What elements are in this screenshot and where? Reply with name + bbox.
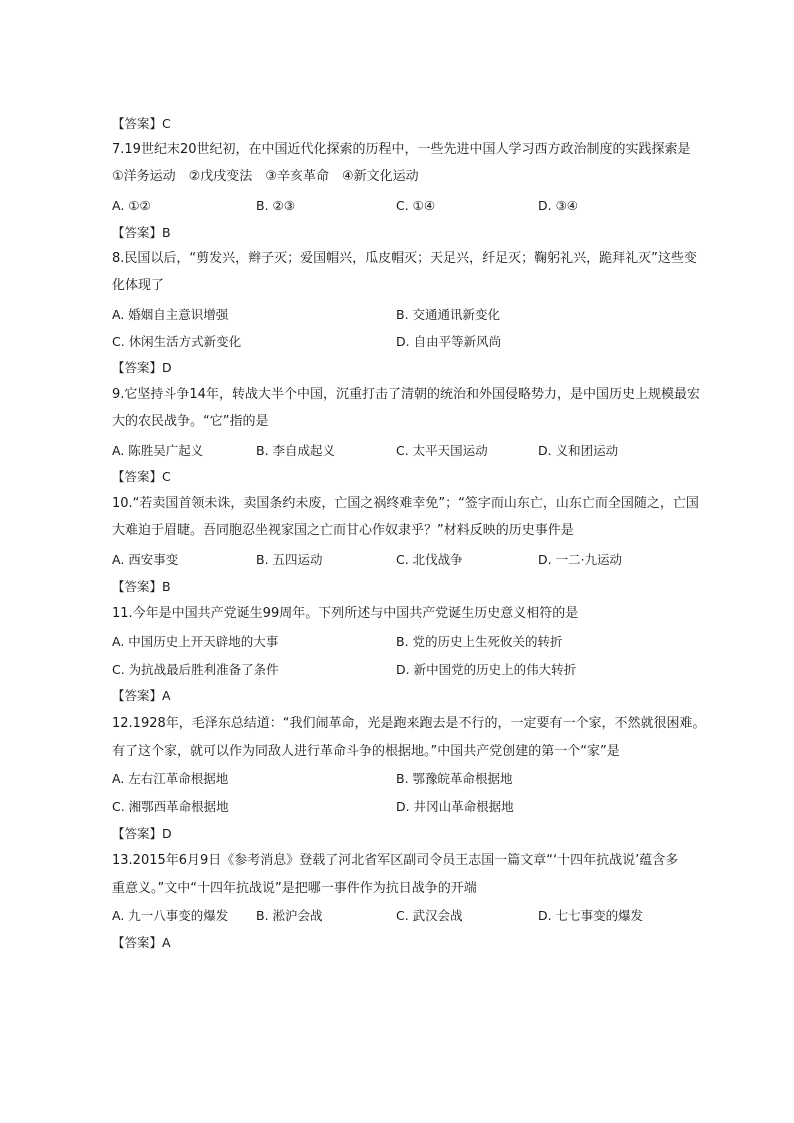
answer-10: 【答案】B [112, 579, 171, 594]
q13-option-c: C. 武汉会战 [396, 908, 463, 923]
q12-option-b: B. 鄂豫皖革命根据地 [396, 771, 513, 786]
question-9-stem-cont: 大的农民战争。“它”指的是 [112, 414, 269, 429]
q8-option-a: A. 婚姻自主意识增强 [112, 307, 229, 322]
answer-11: 【答案】A [112, 688, 171, 703]
answer-6: 【答案】C [112, 116, 171, 131]
question-12-stem-cont: 有了这个家，就可以作为同敌人进行革命斗争的根据地。”中国共产党创建的第一个“家”是 [112, 744, 620, 759]
question-9-stem: 9.它坚持斗争14年，转战大半个中国，沉重打击了清朝的统治和外国侵略势力，是中国历史上规模最宏 [112, 387, 700, 402]
q8-option-c: C. 休闲生活方式新变化 [112, 334, 242, 349]
q9-option-b: B. 李自成起义 [256, 443, 336, 458]
q8-option-b: B. 交通通讯新变化 [396, 307, 501, 322]
q8-option-d: D. 自由平等新风尚 [396, 334, 502, 349]
q11-option-a: A. 中国历史上开天辟地的大事 [112, 634, 279, 649]
q12-option-a: A. 左右江革命根据地 [112, 771, 229, 786]
q11-option-c: C. 为抗战最后胜利准备了条件 [112, 662, 279, 677]
question-10-stem-cont: 大难迫于眉睫。吾同胞忍坐视家国之亡而甘心作奴隶乎？”材料反映的历史事件是 [112, 523, 574, 538]
q11-option-b: B. 党的历史上生死攸关的转折 [396, 634, 563, 649]
question-12-stem: 12.1928年，毛泽东总结道：“我们闹革命，光是跑来跑去是不行的，一定要有一个家，不然就很困难。 [112, 716, 706, 731]
answer-7: 【答案】B [112, 225, 171, 240]
q10-option-a: A. 西安事变 [112, 552, 179, 567]
question-7-items: ①洋务运动 ②戊戌变法 ③辛亥革命 ④新文化运动 [112, 169, 419, 184]
question-13-stem: 13.2015年6月9日《参考消息》登载了河北省军区副司令员王志国一篇文章“‘十四年抗战说’蕴含多 [112, 853, 679, 868]
q7-option-c: C. ①④ [396, 198, 436, 213]
question-7-stem: 7.19世纪末20世纪初，在中国近代化探索的历程中，一些先进中国人学习西方政治制度的实践探索是 [112, 142, 691, 157]
question-13-stem-cont: 重意义。”文中“十四年抗战说”是把哪一事件作为抗日战争的开端 [112, 881, 477, 896]
answer-12: 【答案】D [112, 826, 172, 841]
answer-9: 【答案】C [112, 469, 171, 484]
q13-option-d: D. 七七事变的爆发 [538, 908, 644, 923]
q7-option-a: A. ①② [112, 198, 151, 213]
question-8-stem-cont: 化体现了 [112, 278, 165, 293]
q12-option-c: C. 湘鄂西革命根据地 [112, 799, 229, 814]
q10-option-d: D. 一二·九运动 [538, 552, 623, 567]
q12-option-d: D. 井冈山革命根据地 [396, 799, 514, 814]
q7-option-b: B. ②③ [256, 198, 295, 213]
q11-option-d: D. 新中国党的历史上的伟大转折 [396, 662, 577, 677]
answer-8: 【答案】D [112, 360, 172, 375]
question-11-stem: 11.今年是中国共产党诞生99周年。下列所述与中国共产党诞生历史意义相符的是 [112, 606, 579, 621]
q13-option-a: A. 九一八事变的爆发 [112, 908, 229, 923]
question-8-stem: 8.民国以后，“剪发兴，辫子灭；爱国帽兴，瓜皮帽灭；天足兴，纤足灭；鞠躬礼兴，跪拜礼灭”这些变 [112, 251, 697, 266]
answer-13: 【答案】A [112, 935, 171, 950]
q9-option-d: D. 义和团运动 [538, 443, 619, 458]
q7-option-d: D. ③④ [538, 198, 578, 213]
q13-option-b: B. 淞沪会战 [256, 908, 323, 923]
q10-option-c: C. 北伐战争 [396, 552, 463, 567]
question-10-stem: 10.“若卖国首领未诛，卖国条约未废，亡国之祸终难幸免”；“签字而山东亡，山东亡而全国随之，亡国 [112, 496, 699, 511]
q9-option-a: A. 陈胜吴广起义 [112, 443, 204, 458]
q9-option-c: C. 太平天国运动 [396, 443, 488, 458]
q10-option-b: B. 五四运动 [256, 552, 323, 567]
